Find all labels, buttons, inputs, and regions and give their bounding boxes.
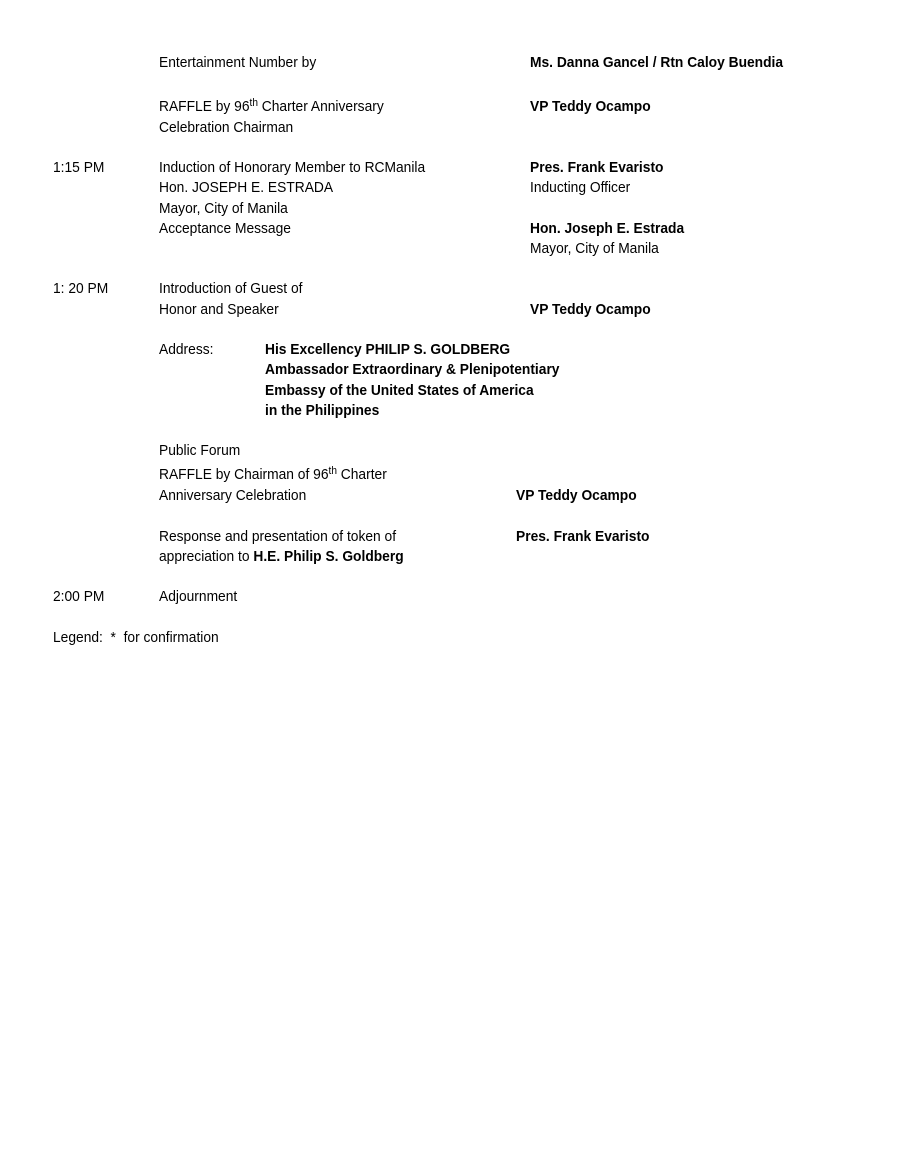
mayor-name: Hon. Joseph E. Estrada — [530, 220, 685, 237]
address-line: Embassy of the United States of America — [265, 382, 534, 399]
address-label: Address: — [159, 341, 214, 358]
induction-line: Acceptance Message — [159, 220, 291, 237]
raffle2-pre: RAFFLE by Chairman of 96 — [159, 466, 329, 483]
raffle2-post: Charter — [336, 466, 387, 483]
induction-line: Hon. JOSEPH E. ESTRADA — [159, 179, 334, 196]
response-line2 — [159, 547, 404, 567]
raffle2-person: VP Teddy Ocampo — [516, 487, 637, 504]
adjournment-time: 2:00 PM — [53, 588, 105, 605]
raffle2-sup: th — [328, 465, 337, 477]
introduction-person: VP Teddy Ocampo — [530, 301, 651, 318]
entertainment-activity: Entertainment Number by — [159, 54, 317, 71]
introduction-line2: Honor and Speaker — [159, 301, 279, 318]
raffle1-post: Charter Anniversary — [257, 98, 384, 115]
legend: Legend: * for confirmation — [53, 629, 219, 646]
raffle1-activity — [159, 97, 384, 117]
mayor-role: Mayor, City of Manila — [530, 240, 659, 257]
inducting-officer-name: Pres. Frank Evaristo — [530, 159, 664, 176]
address-line: Ambassador Extraordinary & Plenipotentiary — [265, 361, 560, 378]
response-honoree: H.E. Philip S. Goldberg — [253, 548, 404, 565]
induction-line: Induction of Honorary Member to RCManila — [159, 159, 426, 176]
response-line2-pre: appreciation to — [159, 548, 254, 565]
introduction-line1: Introduction of Guest of — [159, 280, 303, 297]
raffle1-sup: th — [249, 97, 258, 109]
raffle2-activity — [159, 465, 387, 485]
address-line: in the Philippines — [265, 402, 380, 419]
adjournment-activity: Adjournment — [159, 588, 238, 605]
raffle1-activity-line2: Celebration Chairman — [159, 119, 294, 136]
induction-time: 1:15 PM — [53, 159, 105, 176]
introduction-time: 1: 20 PM — [53, 280, 109, 297]
raffle1-person: VP Teddy Ocampo — [530, 98, 651, 115]
entertainment-person: Ms. Danna Gancel / Rtn Caloy Buendia — [530, 54, 784, 71]
raffle1-pre: RAFFLE by 96 — [159, 98, 250, 115]
response-person: Pres. Frank Evaristo — [516, 528, 650, 545]
raffle2-activity-line2: Anniversary Celebration — [159, 487, 307, 504]
public-forum: Public Forum — [159, 442, 241, 459]
address-line: His Excellency PHILIP S. GOLDBERG — [265, 341, 511, 358]
response-line1: Response and presentation of token of — [159, 528, 397, 545]
induction-line: Mayor, City of Manila — [159, 200, 288, 217]
inducting-officer-role: Inducting Officer — [530, 179, 631, 196]
